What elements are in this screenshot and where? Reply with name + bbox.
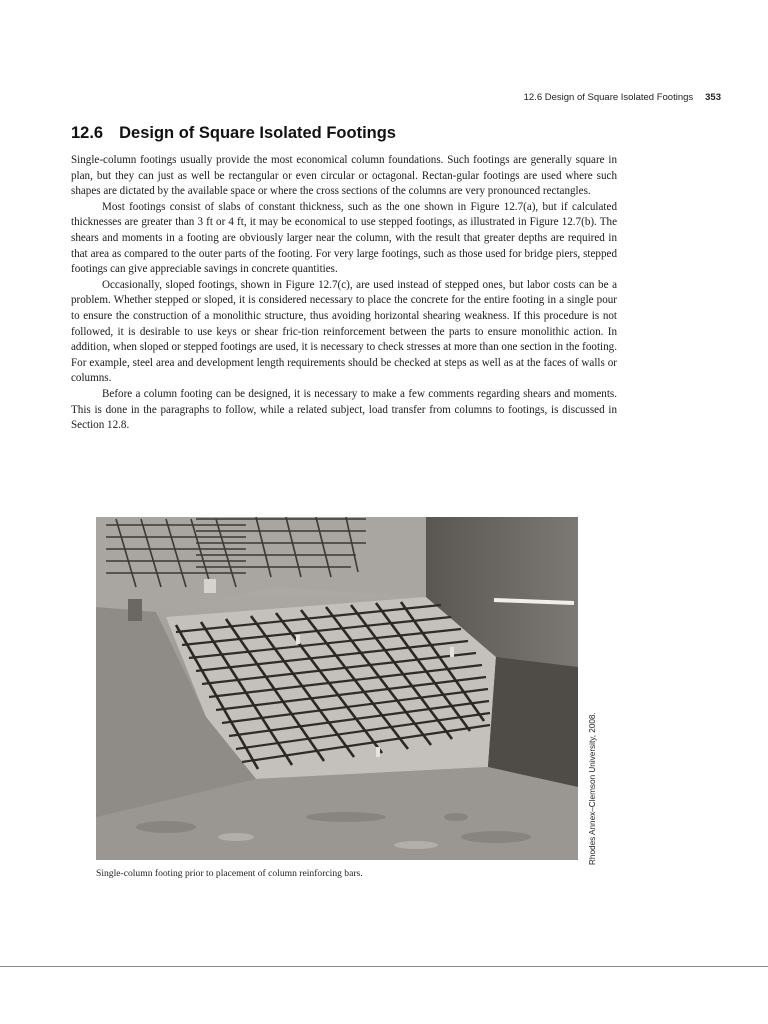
footing-photo (96, 517, 578, 860)
paragraph-4: Before a column footing can be designed, it is necessary to make a few comments regarding shears and moments. This is done in the paragraphs to follow, while a related subject, load transfer from columns to footings, is discussed in Section 12.8. (71, 387, 617, 432)
paragraph-3: Occasionally, sloped footings, shown in Figure 12.7(c), are used instead of stepped ones, but labor costs can be a problem. Whether stepped or sloped, it is considered necessary to place the concrete for the entire footing in a single pour to ensure the construction of a monolithic structure, thus avoiding horizontal shearing weakness. If this procedure is not followed, it is desirable to use keys or shear fric-tion reinforcement between the parts to ensure monolithic action. In addition, when sloped or stepped footings are used, it is necessary to check stresses at more than one section in the footing. For example, steel area and development length requirements should be checked at steps as well as at the faces of walls or columns. (71, 278, 617, 385)
section-number: 12.6 (71, 124, 104, 142)
page-number: 353 (705, 92, 721, 103)
page-divider (0, 966, 768, 967)
paragraph-1: Single-column footings usually provide the most economical column foundations. Such footings are generally square in plan, but they can just as well be rectangular or even circular or octagonal. Rectan-gular footings are used where such shapes are dictated by the available space or where the cross sections of the columns are very pronounced rectangles. (71, 154, 617, 198)
section-title: Design of Square Isolated Footings (119, 124, 396, 142)
section-heading (71, 124, 396, 143)
body-text (71, 153, 617, 434)
photo-credit: Rhodes Annex–Clemson University, 2008. (588, 712, 597, 865)
figure-caption: Single-column footing prior to placement of column reinforcing bars. (96, 868, 363, 879)
paragraph-2: Most footings consist of slabs of constant thickness, such as the one shown in Figure 12.7(a), but if calculated thicknesses are greater than 3 ft or 4 ft, it may be economical to use stepped footings, as illustrated in Figure 12.7(b). The shears and moments in a footing are obviously larger near the column, with the result that greater depths are required in that area as compared to the outer parts of the footing. For very large footings, such as those used for bridge piers, stepped footings can give appreciable savings in concrete quantities. (71, 200, 617, 276)
running-head (524, 92, 721, 103)
running-head-title: 12.6 Design of Square Isolated Footings (523, 92, 694, 103)
